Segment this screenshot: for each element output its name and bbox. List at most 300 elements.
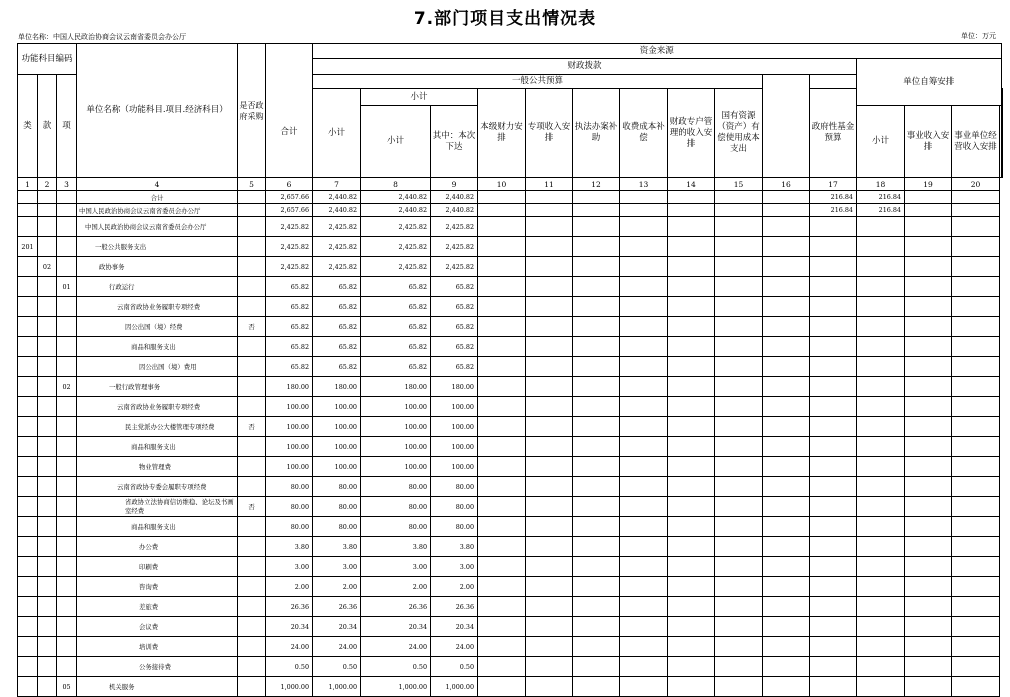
own-fin-cell: 65.82 (431, 317, 478, 337)
col-number: 3 (57, 178, 77, 191)
empty-cell (526, 337, 573, 357)
empty-cell (573, 377, 620, 397)
empty-cell (478, 677, 526, 697)
empty-cell (620, 477, 668, 497)
empty-cell (668, 397, 715, 417)
empty-cell (763, 204, 810, 217)
subtotal-cell: 65.82 (313, 337, 361, 357)
business-income-cell (857, 637, 905, 657)
empty-cell (573, 517, 620, 537)
gov-purchase-cell (238, 657, 266, 677)
empty-cell (620, 297, 668, 317)
business-income-header: 事业收入安排 (905, 106, 952, 178)
empty-cell (478, 477, 526, 497)
self-subtotal-cell (810, 237, 857, 257)
item-name-cell: 会议费 (77, 617, 238, 637)
empty-cell (952, 477, 1000, 497)
empty-cell (620, 237, 668, 257)
col-number: 2 (38, 178, 57, 191)
table-row (18, 657, 1003, 677)
empty-cell (905, 397, 952, 417)
item-name-cell: 一般公共服务支出 (77, 237, 238, 257)
gov-purchase-cell (238, 617, 266, 637)
empty-cell (763, 577, 810, 597)
own-fin-cell: 180.00 (431, 377, 478, 397)
unit-name-header: 单位名称（功能科目.项目.经济科目） (77, 44, 238, 178)
empty-cell (763, 191, 810, 204)
empty-cell (715, 297, 763, 317)
empty-cell (763, 257, 810, 277)
this-time-cell: 80.00 (361, 497, 431, 517)
empty-cell (668, 597, 715, 617)
empty-cell (620, 337, 668, 357)
business-income-cell (857, 357, 905, 377)
xiang-header: 项 (57, 75, 77, 178)
item-name-cell: 行政运行 (77, 277, 238, 297)
empty-cell (620, 417, 668, 437)
lei-cell (18, 597, 38, 617)
subtotal-cell: 100.00 (313, 417, 361, 437)
empty-cell (573, 297, 620, 317)
empty-cell (952, 557, 1000, 577)
self-subtotal-cell (810, 217, 857, 237)
this-time-cell: 100.00 (361, 437, 431, 457)
lei-cell (18, 517, 38, 537)
total-cell: 3.00 (266, 557, 313, 577)
gov-purchase-cell (238, 457, 266, 477)
lei-cell (18, 677, 38, 697)
own-fin-cell: 80.00 (431, 497, 478, 517)
empty-cell (573, 457, 620, 477)
kuan-cell (38, 417, 57, 437)
gov-purchase-cell (238, 677, 266, 697)
empty-cell (668, 277, 715, 297)
lei-cell: 201 (18, 237, 38, 257)
xiang-cell (57, 637, 77, 657)
total-cell: 0.50 (266, 657, 313, 677)
total-cell: 2,657.66 (266, 191, 313, 204)
empty-cell (952, 337, 1000, 357)
item-name-cell: 商品和服务支出 (77, 517, 238, 537)
subtotal-cell: 80.00 (313, 497, 361, 517)
empty-cell (478, 277, 526, 297)
empty-cell (526, 237, 573, 257)
empty-cell (573, 237, 620, 257)
this-time-cell: 1,000.00 (361, 677, 431, 697)
self-subtotal-cell (810, 497, 857, 517)
empty-cell (620, 597, 668, 617)
self-subtotal-cell (810, 577, 857, 597)
empty-cell (715, 377, 763, 397)
empty-cell (905, 257, 952, 277)
empty-cell (905, 457, 952, 477)
gov-purchase-cell (238, 397, 266, 417)
col-number: 13 (620, 178, 668, 191)
total-header: 合计 (266, 89, 313, 178)
empty-cell (573, 317, 620, 337)
xiang-cell (57, 257, 77, 277)
own-fin-cell: 80.00 (431, 517, 478, 537)
empty-cell (620, 557, 668, 577)
kuan-cell (38, 437, 57, 457)
law-case-header: 执法办案补助 (573, 89, 620, 178)
subtotal-cell: 180.00 (313, 377, 361, 397)
empty-cell (526, 257, 573, 277)
table-row (18, 577, 1003, 597)
xiang-cell (57, 357, 77, 377)
fiscal-spacer (763, 75, 810, 178)
empty-cell (478, 191, 526, 204)
empty-cell (620, 537, 668, 557)
fin-special-header: 财政专户管理的收入安排 (668, 89, 715, 178)
item-name-cell: 商品和服务支出 (77, 337, 238, 357)
own-fin-cell: 100.00 (431, 397, 478, 417)
own-fin-cell: 65.82 (431, 277, 478, 297)
empty-cell (952, 257, 1000, 277)
col-number: 18 (857, 178, 905, 191)
kuan-cell (38, 597, 57, 617)
empty-cell (715, 577, 763, 597)
xiang-cell (57, 437, 77, 457)
col-number: 15 (715, 178, 763, 191)
table-row (18, 637, 1003, 657)
self-subtotal-cell (810, 557, 857, 577)
empty-cell (526, 617, 573, 637)
self-subtotal-cell (810, 417, 857, 437)
total-cell: 65.82 (266, 297, 313, 317)
gov-purchase-cell (238, 357, 266, 377)
this-time-cell: 65.82 (361, 297, 431, 317)
own-fin-cell: 26.36 (431, 597, 478, 617)
col-number: 14 (668, 178, 715, 191)
business-income-cell (857, 417, 905, 437)
gov-purchase-cell (238, 537, 266, 557)
empty-cell (526, 204, 573, 217)
self-subtotal-cell (810, 457, 857, 477)
empty-cell (668, 217, 715, 237)
lei-cell (18, 417, 38, 437)
self-subtotal-cell (810, 257, 857, 277)
lei-cell (18, 637, 38, 657)
this-time-cell: 100.00 (361, 417, 431, 437)
xiang-cell (57, 217, 77, 237)
xiang-cell (57, 497, 77, 517)
subtotal-cell: 2,425.82 (313, 237, 361, 257)
empty-cell (952, 497, 1000, 517)
func-code-header: 功能科目编码 (18, 44, 77, 75)
empty-cell (715, 397, 763, 417)
gov-purchase-cell (238, 237, 266, 257)
this-time-cell: 2,425.82 (361, 257, 431, 277)
lei-cell (18, 497, 38, 517)
gov-purchase-cell (238, 437, 266, 457)
empty-cell (478, 437, 526, 457)
subtotal-cell: 3.80 (313, 537, 361, 557)
kuan-cell (38, 537, 57, 557)
self-subtotal-cell (810, 317, 857, 337)
table-row (18, 457, 1003, 477)
empty-cell (668, 677, 715, 697)
empty-cell (952, 204, 1000, 217)
currency-unit-label: 单位：万元 (961, 32, 996, 40)
empty-cell (763, 377, 810, 397)
this-time-cell: 65.82 (361, 357, 431, 377)
total-cell: 100.00 (266, 417, 313, 437)
item-name-cell: 公务接待费 (77, 657, 238, 677)
item-name-cell: 合计 (77, 191, 238, 204)
kuan-cell (38, 617, 57, 637)
kuan-cell (38, 357, 57, 377)
empty-cell (668, 337, 715, 357)
kuan-cell (38, 217, 57, 237)
empty-cell (620, 517, 668, 537)
this-time-cell: 80.00 (361, 517, 431, 537)
total-cell: 180.00 (266, 377, 313, 397)
lei-cell (18, 537, 38, 557)
empty-cell (952, 677, 1000, 697)
col-number: 12 (573, 178, 620, 191)
empty-cell (620, 377, 668, 397)
empty-cell (478, 377, 526, 397)
self-subtotal-cell (810, 337, 857, 357)
table-row (18, 497, 1003, 517)
empty-cell (478, 317, 526, 337)
business-income-cell (857, 557, 905, 577)
col-number: 5 (238, 178, 266, 191)
self-subtotal-cell: 216.84 (810, 204, 857, 217)
business-income-cell (857, 677, 905, 697)
empty-cell (620, 357, 668, 377)
xiang-cell (57, 517, 77, 537)
kuan-cell (38, 677, 57, 697)
empty-cell (763, 417, 810, 437)
empty-cell (905, 237, 952, 257)
empty-cell (763, 337, 810, 357)
business-income-cell (857, 617, 905, 637)
kuan-cell (38, 637, 57, 657)
lei-cell (18, 657, 38, 677)
subtotal-cell: 100.00 (313, 397, 361, 417)
empty-cell (526, 577, 573, 597)
empty-cell (668, 457, 715, 477)
empty-cell (905, 477, 952, 497)
lei-cell (18, 617, 38, 637)
table-row (18, 537, 1003, 557)
xiang-cell (57, 317, 77, 337)
kuan-cell (38, 517, 57, 537)
empty-cell (478, 204, 526, 217)
gov-purchase-cell (238, 297, 266, 317)
this-time-cell: 80.00 (361, 477, 431, 497)
empty-cell (763, 277, 810, 297)
empty-cell (620, 457, 668, 477)
subtotal-cell: 65.82 (313, 297, 361, 317)
general-budget-header: 一般公共预算 (313, 75, 763, 89)
empty-cell (668, 257, 715, 277)
table-row (18, 191, 1003, 204)
item-name-cell: 中国人民政治协商会议云南省委员会办公厅 (77, 217, 238, 237)
total-cell: 65.82 (266, 357, 313, 377)
empty-cell (715, 357, 763, 377)
empty-cell (763, 637, 810, 657)
operating-income-header: 事业单位经营收入安排 (952, 106, 1000, 178)
xiang-cell (57, 397, 77, 417)
gov-purchase-cell: 否 (238, 317, 266, 337)
this-time-cell: 0.50 (361, 657, 431, 677)
gov-purchase-cell: 否 (238, 417, 266, 437)
empty-cell (573, 597, 620, 617)
empty-cell (763, 597, 810, 617)
this-time-cell: 20.34 (361, 617, 431, 637)
lei-cell (18, 477, 38, 497)
empty-cell (715, 277, 763, 297)
empty-cell (478, 657, 526, 677)
empty-cell (573, 257, 620, 277)
funding-source-header: 资金来源 (313, 44, 1001, 59)
this-time-cell: 2,440.82 (361, 204, 431, 217)
empty-cell (668, 437, 715, 457)
col-number: 20 (952, 178, 1000, 191)
empty-cell (668, 617, 715, 637)
business-income-cell (857, 257, 905, 277)
empty-cell (763, 317, 810, 337)
empty-cell (763, 477, 810, 497)
own-fin-cell: 0.50 (431, 657, 478, 677)
item-name-cell: 云南省政协业务履职专项经费 (77, 297, 238, 317)
empty-cell (763, 397, 810, 417)
self-subtotal-cell (810, 637, 857, 657)
empty-cell (526, 397, 573, 417)
own-fin-cell: 1,000.00 (431, 677, 478, 697)
xiang-cell (57, 457, 77, 477)
kuan-cell (38, 397, 57, 417)
empty-cell (715, 477, 763, 497)
lei-cell (18, 557, 38, 577)
col-number: 11 (526, 178, 573, 191)
empty-cell (952, 577, 1000, 597)
col-number: 1 (18, 178, 38, 191)
subtotal-cell: 65.82 (313, 357, 361, 377)
other-income-header (1000, 106, 1001, 178)
empty-cell (952, 217, 1000, 237)
item-name-cell: 因公出国（境）费用 (77, 357, 238, 377)
state-assets-header: 国有资源（资产）有偿使用成本支出 (715, 89, 763, 178)
business-income-cell (857, 237, 905, 257)
empty-cell (668, 191, 715, 204)
empty-cell (763, 217, 810, 237)
own-fin-cell: 2.00 (431, 577, 478, 597)
table-row (18, 597, 1003, 617)
own-fin-cell: 2,425.82 (431, 237, 478, 257)
subtotal-cell: 0.50 (313, 657, 361, 677)
table-row (18, 517, 1003, 537)
business-income-cell: 216.84 (857, 204, 905, 217)
xiang-cell (57, 417, 77, 437)
empty-cell (715, 317, 763, 337)
empty-cell (526, 437, 573, 457)
fiscal-header: 财政拨款 (313, 59, 857, 75)
empty-cell (478, 257, 526, 277)
empty-cell (763, 617, 810, 637)
empty-cell (573, 204, 620, 217)
kuan-cell (38, 277, 57, 297)
empty-cell (952, 397, 1000, 417)
empty-cell (478, 597, 526, 617)
empty-cell (668, 477, 715, 497)
kuan-cell (38, 457, 57, 477)
empty-cell (620, 317, 668, 337)
self-subtotal-cell (810, 477, 857, 497)
column-number-row (18, 178, 1003, 191)
lei-cell (18, 317, 38, 337)
kuan-cell (38, 657, 57, 677)
this-time-cell: 65.82 (361, 337, 431, 357)
total-cell: 2.00 (266, 577, 313, 597)
empty-cell (715, 557, 763, 577)
own-fin-cell: 65.82 (431, 337, 478, 357)
col-number: 10 (478, 178, 526, 191)
business-income-cell: 216.84 (857, 191, 905, 204)
total-cell: 80.00 (266, 477, 313, 497)
table-row (18, 277, 1003, 297)
self-subtotal-cell (810, 597, 857, 617)
business-income-cell (857, 437, 905, 457)
table-row (18, 437, 1003, 457)
empty-cell (526, 277, 573, 297)
gov-purchase-cell (238, 597, 266, 617)
subtotal-cell: 2,440.82 (313, 191, 361, 204)
empty-cell (478, 337, 526, 357)
self-subtotal-cell (810, 277, 857, 297)
xiang-cell (57, 477, 77, 497)
empty-cell (905, 557, 952, 577)
empty-cell (573, 637, 620, 657)
empty-cell (526, 357, 573, 377)
item-name-cell: 办公费 (77, 537, 238, 557)
empty-cell (668, 237, 715, 257)
own-fin-cell: 24.00 (431, 637, 478, 657)
empty-cell (715, 417, 763, 437)
empty-cell (620, 397, 668, 417)
subtotal-cell: 65.82 (313, 317, 361, 337)
own-fin-cell: 2,425.82 (431, 257, 478, 277)
business-income-cell (857, 477, 905, 497)
own-fin-cell: 100.00 (431, 457, 478, 477)
empty-cell (478, 237, 526, 257)
empty-cell (526, 537, 573, 557)
gov-purchase-cell (238, 577, 266, 597)
empty-cell (763, 497, 810, 517)
empty-cell (952, 377, 1000, 397)
fee-cost-header: 收费成本补偿 (620, 89, 668, 178)
empty-cell (715, 637, 763, 657)
empty-cell (573, 357, 620, 377)
state-capital-header (1001, 89, 1003, 178)
business-income-cell (857, 397, 905, 417)
business-income-cell (857, 517, 905, 537)
empty-cell (905, 597, 952, 617)
xiang-cell (57, 204, 77, 217)
empty-cell (905, 617, 952, 637)
col-number: 16 (763, 178, 810, 191)
xiang-cell: 01 (57, 277, 77, 297)
empty-cell (573, 577, 620, 597)
business-income-cell (857, 497, 905, 517)
empty-cell (952, 297, 1000, 317)
kuan-cell (38, 577, 57, 597)
xiang-cell (57, 597, 77, 617)
total-cell: 80.00 (266, 497, 313, 517)
